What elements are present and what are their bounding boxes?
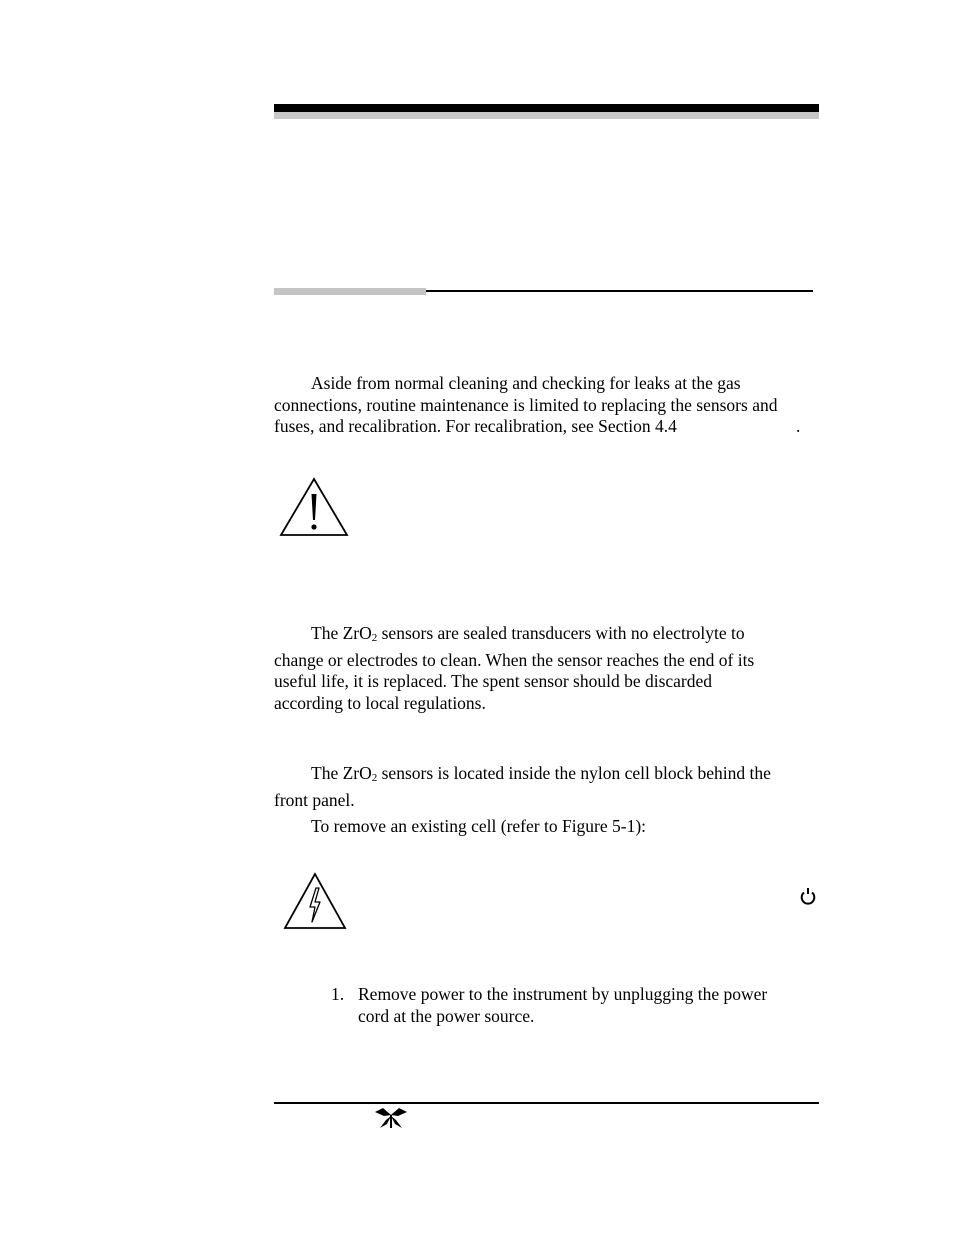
teledyne-logo-icon xyxy=(373,1107,409,1134)
location-line-2: front panel. xyxy=(274,789,355,810)
electric-shock-warning-icon xyxy=(283,871,347,936)
step-number: 1. xyxy=(331,984,345,1004)
intro-line-2: connections, routine maintenance is limited to replacing the sensors and xyxy=(274,394,778,415)
footer-rule xyxy=(274,1102,819,1104)
sensor-paragraph xyxy=(274,623,819,714)
intro-paragraph xyxy=(274,373,819,438)
standby-power-icon xyxy=(797,886,819,913)
intro-line-1: Aside from normal cleaning and checking for leaks at the gas xyxy=(311,373,741,393)
sensor-subscript: 2 xyxy=(371,632,378,644)
location-paragraph xyxy=(274,763,819,811)
location-line-1: sensors is located inside the nylon cell block behind the xyxy=(377,763,771,783)
step-line-2: cord at the power source. xyxy=(358,1006,535,1026)
intro-period: . xyxy=(796,416,801,436)
step-line-1: Remove power to the instrument by unplugging the power xyxy=(358,984,768,1004)
intro-line-3: fuses, and recalibration. For recalibration, see Section 4.4 xyxy=(274,416,677,436)
sensor-line-1: sensors are sealed transducers with no electrolyte to xyxy=(377,623,745,643)
section-rule-gray xyxy=(274,288,426,295)
section-rule-thin xyxy=(426,290,813,292)
caution-triangle-icon xyxy=(279,476,349,543)
location-lead: The ZrO xyxy=(311,763,372,783)
sensor-line-2: change or electrodes to clean. When the sensor reaches the end of its xyxy=(274,649,755,670)
remove-text: To remove an existing cell (refer to Figure 5-1): xyxy=(311,816,647,836)
header-rule-gray xyxy=(274,112,819,119)
sensor-line-4: according to local regulations. xyxy=(274,692,486,713)
remove-paragraph xyxy=(274,816,819,838)
sensor-line-3: useful life, it is replaced. The spent sensor should be discarded xyxy=(274,671,713,691)
sensor-lead: The ZrO xyxy=(311,623,372,643)
location-subscript: 2 xyxy=(371,772,378,784)
header-rule-black xyxy=(274,104,819,112)
